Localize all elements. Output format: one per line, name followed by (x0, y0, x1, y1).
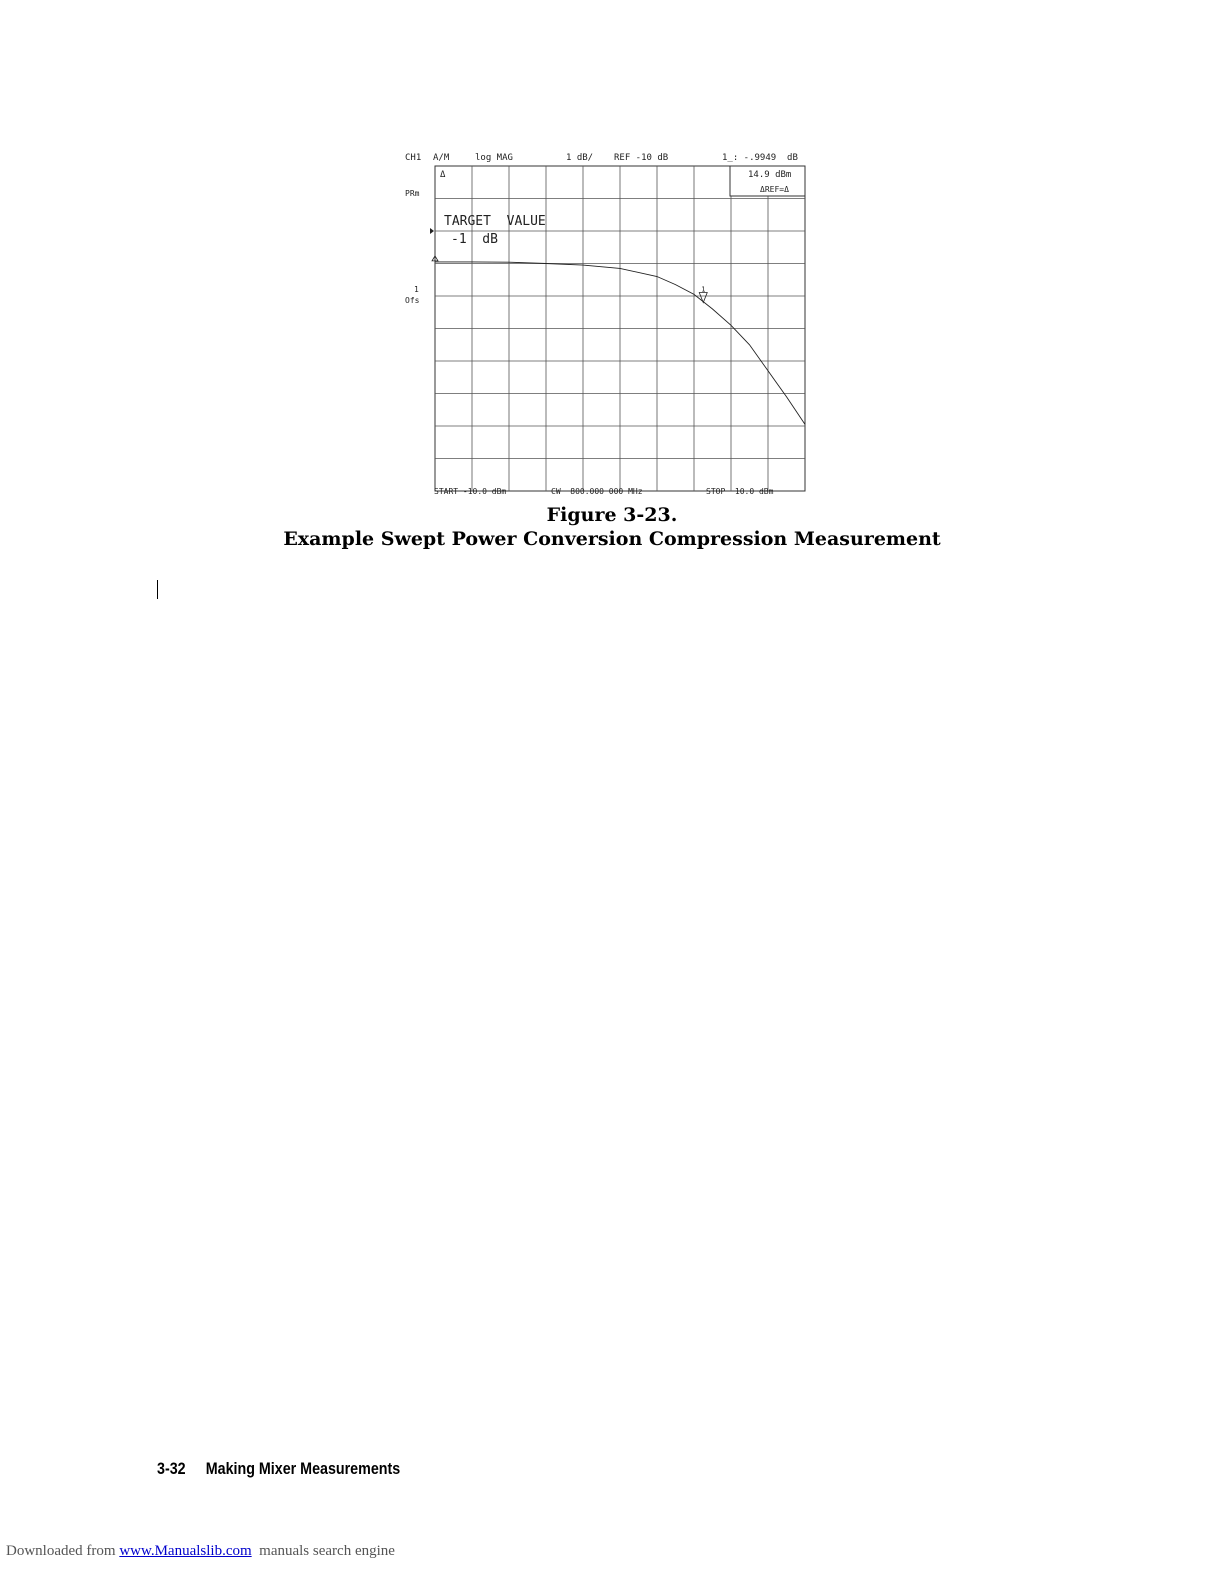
plot-footer (434, 487, 774, 496)
section-title: Making Mixer Measurements (205, 1459, 401, 1478)
reference-position-arrow (430, 228, 434, 234)
footer-cw: CW 800.000 000 MHz (551, 487, 643, 496)
label-marker-index: 1 (414, 285, 419, 294)
download-suffix: manuals search engine (251, 1543, 395, 1559)
figure-title: Example Swept Power Conversion Compression Measurement (283, 528, 941, 550)
plot-badge: Δ (440, 170, 446, 180)
download-prefix: Downloaded from (6, 1543, 120, 1559)
annotation-value: -1 dB (451, 232, 498, 247)
label-mode: PRm (405, 189, 420, 198)
analyzer-plot (400, 148, 820, 500)
label-offset: Ofs (405, 296, 420, 305)
page-number: 3-32 (157, 1459, 186, 1478)
header-measurement: A/M (433, 153, 450, 163)
header-reference: REF -10 dB (614, 153, 669, 163)
plot-header (405, 153, 798, 163)
marker-stimulus: 14.9 dBm (748, 170, 792, 180)
manualslib-link[interactable]: www.Manualslib.com (119, 1543, 252, 1559)
page-footer (157, 1459, 400, 1479)
marker-1-triangle (699, 293, 707, 303)
annotation-target: TARGET VALUE (444, 214, 546, 229)
download-note (6, 1543, 395, 1560)
header-format: log MAG (475, 153, 513, 163)
footer-start: START -10.0 dBm (434, 487, 507, 496)
header-scale: 1 dB/ (566, 153, 594, 163)
header-marker-readout: 1_: -.9949 dB (722, 153, 798, 163)
footer-stop: STOP 10.0 dBm (706, 487, 774, 496)
change-bar (157, 580, 158, 599)
header-channel: CH1 (405, 153, 422, 163)
figure-number: Figure 3-23. (546, 504, 678, 526)
marker-1-label: 1 (701, 285, 706, 294)
ref-mode: ΔREF=Δ (760, 185, 789, 194)
